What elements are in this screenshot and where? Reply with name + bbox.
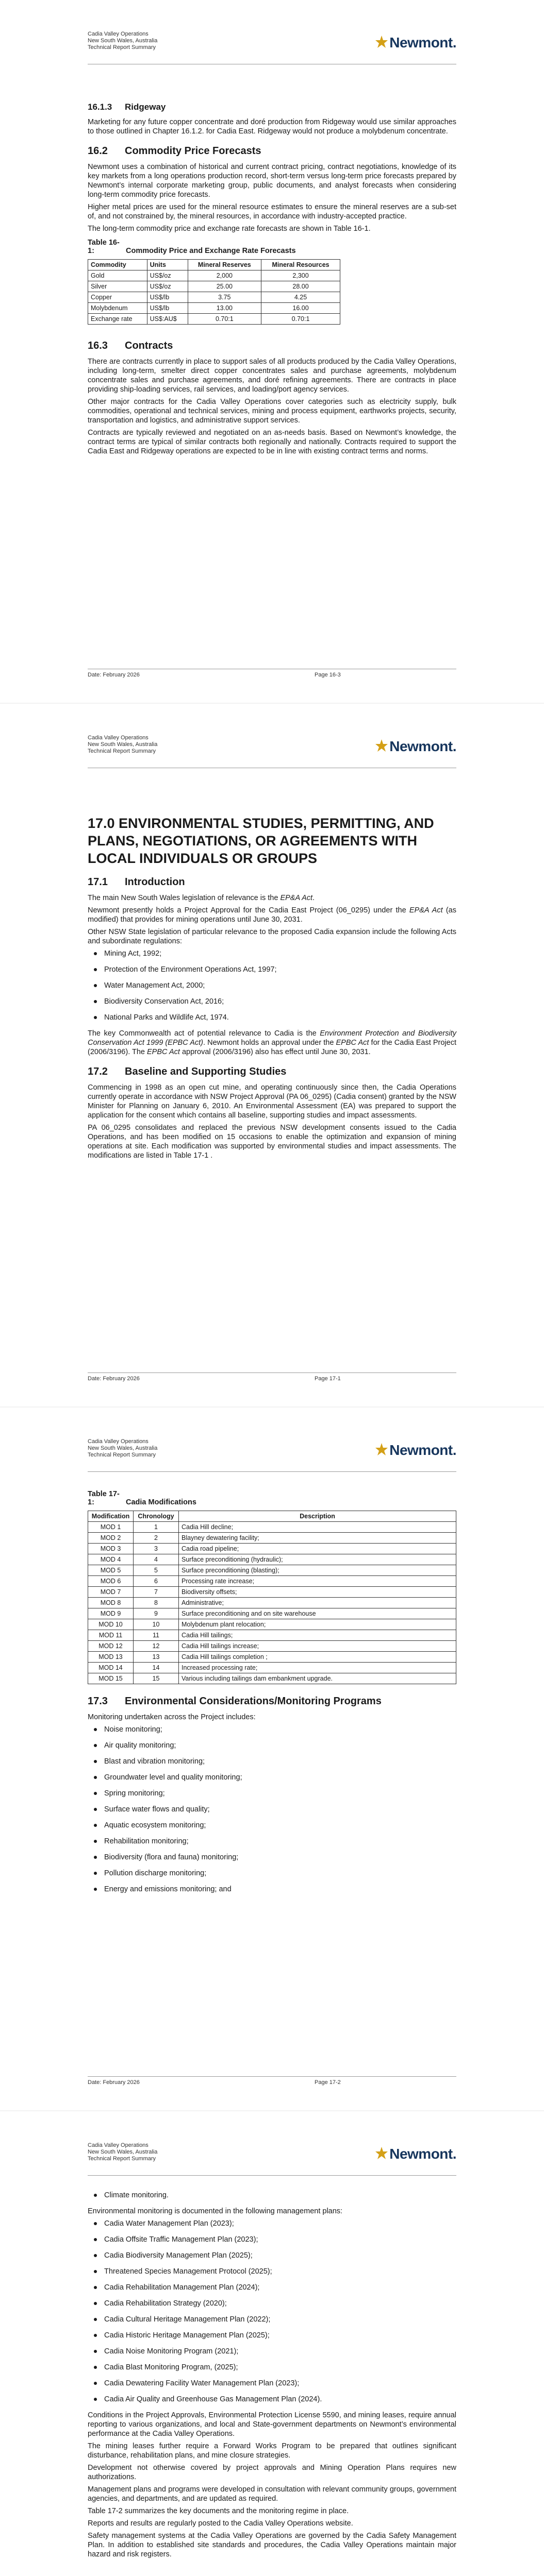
text-run-italic: EPBC Act bbox=[147, 1048, 180, 1056]
list-item: Spring monitoring; bbox=[88, 1789, 456, 1798]
paragraph: Higher metal prices are used for the mineral resource estimates to ensure the mineral reserves are a sub-set of, and not constrained by, the mineral resources, in accordance with industry-accepted practice. bbox=[88, 203, 456, 221]
table-row bbox=[88, 1587, 456, 1598]
table-row bbox=[88, 292, 340, 303]
table-number: Table 17-1: bbox=[88, 1490, 120, 1506]
footer-page-number: Page 16-3 bbox=[315, 672, 341, 678]
table-cell: 3.75 bbox=[188, 292, 261, 303]
table-cell: Copper bbox=[88, 292, 147, 303]
header-line-2: New South Wales, Australia bbox=[88, 1445, 158, 1451]
table-header-row bbox=[88, 1511, 456, 1522]
newmont-logo-icon bbox=[375, 739, 388, 752]
table-row bbox=[88, 303, 340, 314]
table-row bbox=[88, 1652, 456, 1663]
newmont-logo bbox=[375, 738, 456, 755]
paragraph: Management plans and programs were developed in consultation with relevant community groups, government agencies, and departments, and are updated as required. bbox=[88, 2485, 456, 2503]
list-item: Water Management Act, 2000; bbox=[88, 981, 456, 990]
table-row bbox=[88, 1673, 456, 1684]
table-cell: Molybdenum bbox=[88, 303, 147, 314]
list-item: National Parks and Wildlife Act, 1974. bbox=[88, 1013, 456, 1022]
table-cell: 13.00 bbox=[188, 303, 261, 314]
column-header: Modification bbox=[88, 1511, 134, 1522]
table-cell: 13 bbox=[134, 1652, 179, 1663]
list-item: Energy and emissions monitoring; and bbox=[88, 1885, 456, 1894]
section-title: Contracts bbox=[125, 340, 173, 351]
table-title: Cadia Modifications bbox=[126, 1498, 196, 1506]
monitoring-list-continued bbox=[88, 2191, 456, 2200]
paragraph: There are contracts currently in place to support sales of all products produced by the Cadia Valley Operations, including long-term, smelter direct copper concentrates sales and purchase agreements, molybdenum concentrate sales and purchase agreements, and doré refining agreements. There are contracts in place providing ship-loading services, rail services, and loading/port agency services. bbox=[88, 358, 456, 394]
ridgeway-paragraph: Marketing for any future copper concentrate and doré production from Ridgeway would use similar approaches to those outlined in Chapter 16.1.2. for Cadia East. Ridgeway would not produce a molybdenum concentrate. bbox=[88, 118, 456, 135]
text-run-italic: EP&A Act bbox=[280, 894, 313, 902]
header-divider bbox=[88, 2175, 456, 2176]
paragraph: Contracts are typically reviewed and negotiated on an as-needs basis. Based on Newmont’s knowledge, the contract terms are typical of similar contracts both regionally and nationally. Contracts required to support the Cadia East and Ridgeway operations are expected to be in line with existing contract terms and norms. bbox=[88, 429, 456, 455]
column-header: Mineral Reserves bbox=[188, 260, 261, 270]
table-cell: Processing rate increase; bbox=[179, 1576, 456, 1587]
paragraph: Newmont uses a combination of historical and current contract pricing, contract negotiations, knowledge of its key markets from a long operations production record, short-term versus long-term price forecasts prepared by Newmont’s internal corporate marketing group, public documents, and analyst forecasts when considering long-term commodity price forecasts. bbox=[88, 163, 456, 199]
list-item: Cadia Air Quality and Greenhouse Gas Management Plan (2024). bbox=[88, 2395, 456, 2404]
footer-divider bbox=[88, 2076, 456, 2077]
section-17-2-heading bbox=[88, 1066, 456, 1078]
list-item: Cadia Rehabilitation Strategy (2020); bbox=[88, 2299, 456, 2308]
list-item: Aquatic ecosystem monitoring; bbox=[88, 1821, 456, 1830]
chapter-17-title: 17.0 ENVIRONMENTAL STUDIES, PERMITTING, AND PLANS, NEGOTIATIONS, OR AGREEMENTS WITH LOCAL INDIVIDUALS OR GROUPS bbox=[88, 816, 434, 866]
section-17-3-heading bbox=[88, 1696, 456, 1707]
page-footer bbox=[88, 1372, 456, 1383]
section-number: 17.1 bbox=[88, 876, 108, 888]
list-item: Threatened Species Management Protocol (2025); bbox=[88, 2267, 456, 2276]
table-cell: Administrative; bbox=[179, 1598, 456, 1608]
header-line-3: Technical Report Summary bbox=[88, 1452, 156, 1458]
text-run: . Newmont holds an approval under the bbox=[203, 1039, 336, 1047]
table-cell: 6 bbox=[134, 1576, 179, 1587]
table-cell: 9 bbox=[134, 1608, 179, 1619]
table-row bbox=[88, 1565, 456, 1576]
section-16-1-3-heading bbox=[88, 102, 456, 112]
paragraph: Other major contracts for the Cadia Valley Operations cover categories such as electricity supply, bulk commodities, operational and technical services, mining and process equipment, earthworks projects, security, transportation and logistics, and administrative support services. bbox=[88, 398, 456, 425]
column-header: Units bbox=[147, 260, 188, 270]
table-row bbox=[88, 270, 340, 281]
table-cell: 10 bbox=[134, 1619, 179, 1630]
column-header: Chronology bbox=[134, 1511, 179, 1522]
page-17-2-body bbox=[88, 1485, 456, 1901]
table-cell: 1 bbox=[134, 1522, 179, 1533]
table-cell: Exchange rate bbox=[88, 314, 147, 325]
page-17-2 bbox=[0, 1408, 544, 2111]
paragraph: Reports and results are regularly posted to the Cadia Valley Operations website. bbox=[88, 2519, 353, 2528]
header-text bbox=[88, 31, 157, 51]
table-cell: MOD 2 bbox=[88, 1533, 134, 1544]
table-16-1-caption bbox=[88, 239, 456, 255]
table-cell: 5 bbox=[134, 1565, 179, 1576]
table-cell: US$/oz bbox=[147, 270, 188, 281]
text-run: approval (2006/3196) also has effect until June 30, 2031. bbox=[179, 1048, 371, 1056]
section-number: 16.2 bbox=[88, 145, 108, 157]
commodity-price-table bbox=[88, 259, 340, 325]
paragraph: PA 06_0295 consolidates and replaced the previous NSW development consents issued to the Cadia Operations, and has been modified on 15 occasions to enable the optimization and expansion of mining operations at site. Each modification was supported by environmental studies and impact assessments. The modifications are listed in Table 17-1 . bbox=[88, 1124, 456, 1160]
paragraph bbox=[88, 906, 456, 924]
page-17-1 bbox=[0, 704, 544, 1407]
section-number: 17.3 bbox=[88, 1696, 108, 1707]
table-row bbox=[88, 281, 340, 292]
text-run-italic: EP&A Act bbox=[409, 906, 443, 914]
table-cell: Silver bbox=[88, 281, 147, 292]
header-line-3: Technical Report Summary bbox=[88, 44, 156, 50]
section-number: 16.3 bbox=[88, 340, 108, 351]
list-item: Groundwater level and quality monitoring; bbox=[88, 1773, 456, 1782]
list-item: Cadia Water Management Plan (2023); bbox=[88, 2219, 456, 2228]
table-cell: Cadia Hill tailings; bbox=[179, 1630, 456, 1641]
table-cell: 4 bbox=[134, 1554, 179, 1565]
table-cell: MOD 7 bbox=[88, 1587, 134, 1598]
table-cell: Surface preconditioning (blasting); bbox=[179, 1565, 456, 1576]
table-cell: 2,300 bbox=[261, 270, 340, 281]
table-number: Table 16-1: bbox=[88, 239, 120, 255]
section-title: Baseline and Supporting Studies bbox=[125, 1066, 287, 1077]
table-cell: 11 bbox=[134, 1630, 179, 1641]
table-cell: 15 bbox=[134, 1673, 179, 1684]
table-cell: US$/lb bbox=[147, 303, 188, 314]
table-cell: Biodiversity offsets; bbox=[179, 1587, 456, 1598]
newmont-logo bbox=[375, 1442, 456, 1459]
footer-date: Date: February 2026 bbox=[88, 1376, 140, 1382]
header-line-3: Technical Report Summary bbox=[88, 748, 156, 754]
list-item: Cadia Cultural Heritage Management Plan (2022); bbox=[88, 2315, 456, 2324]
table-row bbox=[88, 1641, 456, 1652]
table-row bbox=[88, 1554, 456, 1565]
table-cell: 2,000 bbox=[188, 270, 261, 281]
table-cell: Molybdenum plant relocation; bbox=[179, 1619, 456, 1630]
text-run: for the Cadia East Project (2006/3196). The bbox=[88, 1039, 456, 1056]
header-line-2: New South Wales, Australia bbox=[88, 2149, 158, 2155]
table-cell: 25.00 bbox=[188, 281, 261, 292]
paragraph: Conditions in the Project Approvals, Environmental Protection License 5590, and mining leases, require annual reporting to various organizations, and local and State-government departments on Newmont’s environmental performance at the Cadia Valley Operations. bbox=[88, 2411, 456, 2438]
table-row bbox=[88, 1576, 456, 1587]
monitoring-list bbox=[88, 1725, 456, 1894]
list-item: Biodiversity (flora and fauna) monitoring; bbox=[88, 1853, 456, 1862]
table-cell: 0.70:1 bbox=[188, 314, 261, 325]
table-cell: MOD 14 bbox=[88, 1663, 134, 1673]
table-row bbox=[88, 314, 340, 325]
header-line-2: New South Wales, Australia bbox=[88, 741, 158, 748]
paragraph: Commencing in 1998 as an open cut mine, and operating continuously since then, the Cadia Operations currently operate in accordance with NSW Project Approval (PA 06_0295) (Cadia consent) granted by the NSW Minister for Planning on January 6, 2010. An Environmental Assessment (EA) was prepared to support the application for the consent which contains all baseline, supporting studies and impact assessments. bbox=[88, 1083, 456, 1120]
table-cell: 2 bbox=[134, 1533, 179, 1544]
list-item: Cadia Dewatering Facility Water Management Plan (2023); bbox=[88, 2379, 456, 2388]
table-cell: 28.00 bbox=[261, 281, 340, 292]
section-17-1-heading bbox=[88, 876, 456, 888]
header-line-1: Cadia Valley Operations bbox=[88, 31, 149, 37]
table-cell: 0.70:1 bbox=[261, 314, 340, 325]
list-item: Noise monitoring; bbox=[88, 1725, 456, 1734]
list-item: Mining Act, 1992; bbox=[88, 949, 456, 958]
table-header-row bbox=[88, 260, 340, 270]
table-cell: US$/lb bbox=[147, 292, 188, 303]
list-item: Air quality monitoring; bbox=[88, 1741, 456, 1750]
paragraph bbox=[88, 893, 456, 903]
list-item: Cadia Rehabilitation Management Plan (2024); bbox=[88, 2283, 456, 2292]
management-plans-list bbox=[88, 2219, 456, 2404]
logo-text: Newmont. bbox=[389, 1442, 456, 1458]
newmont-logo bbox=[375, 34, 456, 51]
footer-date: Date: February 2026 bbox=[88, 2079, 140, 2086]
table-cell: US$/oz bbox=[147, 281, 188, 292]
paragraph: Monitoring undertaken across the Project includes: bbox=[88, 1713, 256, 1721]
table-cell: Gold bbox=[88, 270, 147, 281]
list-item: Blast and vibration monitoring; bbox=[88, 1757, 456, 1766]
footer-page-number: Page 17-1 bbox=[315, 1376, 341, 1382]
footer-divider bbox=[88, 1372, 456, 1373]
header-divider bbox=[88, 1471, 456, 1472]
table-cell: Cadia Hill decline; bbox=[179, 1522, 456, 1533]
page-header bbox=[88, 1438, 456, 1472]
table-cell: MOD 6 bbox=[88, 1576, 134, 1587]
page-header bbox=[88, 735, 456, 769]
table-cell: MOD 5 bbox=[88, 1565, 134, 1576]
logo-text: Newmont. bbox=[389, 35, 456, 50]
table-cell: Cadia road pipeline; bbox=[179, 1544, 456, 1554]
logo-text: Newmont. bbox=[389, 2146, 456, 2162]
table-cell: MOD 4 bbox=[88, 1554, 134, 1565]
table-cell: Increased processing rate; bbox=[179, 1663, 456, 1673]
paragraph: Development not otherwise covered by project approvals and Mining Operation Plans requires new authorizations. bbox=[88, 2464, 456, 2481]
table-row bbox=[88, 1522, 456, 1533]
page-footer bbox=[88, 669, 456, 679]
table-cell: 12 bbox=[134, 1641, 179, 1652]
newmont-logo bbox=[375, 2145, 456, 2162]
text-run: (as modified) that provides for mining operations until June 30, 2031. bbox=[88, 906, 457, 924]
table-row bbox=[88, 1598, 456, 1608]
acts-list bbox=[88, 949, 456, 1022]
column-header: Description bbox=[179, 1511, 456, 1522]
table-cell: Blayney dewatering facility; bbox=[179, 1533, 456, 1544]
section-16-2-heading bbox=[88, 145, 456, 157]
section-title: Commodity Price Forecasts bbox=[125, 145, 261, 157]
page-footer bbox=[88, 2076, 456, 2087]
table-cell: Surface preconditioning and on site warehouse bbox=[179, 1608, 456, 1619]
table-cell: US$:AU$ bbox=[147, 314, 188, 325]
table-cell: 4.25 bbox=[261, 292, 340, 303]
header-text bbox=[88, 1438, 157, 1459]
text-run: Newmont presently holds a Project Approval for the Cadia East Project (06_0295) under the bbox=[88, 906, 409, 914]
table-cell: Surface preconditioning (hydraulic); bbox=[179, 1554, 456, 1565]
text-run: . bbox=[312, 894, 315, 902]
table-17-1-caption bbox=[88, 1490, 456, 1506]
table-row bbox=[88, 1608, 456, 1619]
list-item: Climate monitoring. bbox=[88, 2191, 456, 2200]
page-header bbox=[88, 31, 456, 65]
table-cell: 8 bbox=[134, 1598, 179, 1608]
table-cell: MOD 9 bbox=[88, 1608, 134, 1619]
text-run-italic: EPBC Act bbox=[336, 1039, 369, 1047]
table-cell: 16.00 bbox=[261, 303, 340, 314]
paragraph: Safety management systems at the Cadia Valley Operations are governed by the Cadia Safety Management Plan. In addition to established site standards and procedures, the Cadia Valley Operations maintain major hazard and risk registers. bbox=[88, 2532, 456, 2558]
table-cell: Various including tailings dam embankment upgrade. bbox=[179, 1673, 456, 1684]
table-cell: 14 bbox=[134, 1663, 179, 1673]
paragraph: Environmental monitoring is documented in the following management plans: bbox=[88, 2207, 343, 2215]
list-item: Protection of the Environment Operations Act, 1997; bbox=[88, 965, 456, 974]
table-cell: MOD 3 bbox=[88, 1544, 134, 1554]
section-title: Ridgeway bbox=[125, 102, 166, 112]
table-row bbox=[88, 1544, 456, 1554]
table-cell: MOD 11 bbox=[88, 1630, 134, 1641]
footer-date: Date: February 2026 bbox=[88, 672, 140, 678]
table-cell: Cadia Hill tailings increase; bbox=[179, 1641, 456, 1652]
header-line-1: Cadia Valley Operations bbox=[88, 1438, 149, 1445]
section-number: 16.1.3 bbox=[88, 102, 112, 112]
list-item: Pollution discharge monitoring; bbox=[88, 1869, 456, 1878]
page-17-1-body bbox=[88, 815, 456, 1163]
cadia-modifications-table bbox=[88, 1511, 456, 1684]
list-item: Biodiversity Conservation Act, 2016; bbox=[88, 997, 456, 1006]
table-cell: MOD 12 bbox=[88, 1641, 134, 1652]
page-header bbox=[88, 2142, 456, 2176]
column-header: Mineral Resources bbox=[261, 260, 340, 270]
header-line-1: Cadia Valley Operations bbox=[88, 2142, 149, 2148]
list-item: Cadia Biodiversity Management Plan (2025); bbox=[88, 2251, 456, 2260]
table-cell: MOD 1 bbox=[88, 1522, 134, 1533]
paragraph: Table 17-2 summarizes the key documents and the monitoring regime in place. bbox=[88, 2507, 349, 2515]
logo-text: Newmont. bbox=[389, 738, 456, 754]
header-text bbox=[88, 2142, 157, 2162]
footer-page-number: Page 17-2 bbox=[315, 2079, 341, 2086]
page-16-3 bbox=[0, 0, 544, 703]
paragraph: The long-term commodity price and exchange rate forecasts are shown in Table 16-1. bbox=[88, 225, 371, 233]
page-17-3-body bbox=[88, 2189, 456, 2562]
paragraph bbox=[88, 1029, 456, 1057]
table-cell: 7 bbox=[134, 1587, 179, 1598]
table-row bbox=[88, 1533, 456, 1544]
table-cell: MOD 15 bbox=[88, 1673, 134, 1684]
section-title: Environmental Considerations/Monitoring Programs bbox=[125, 1696, 382, 1707]
text-run-italic: Environment Protection and Biodiversity Conservation Act 1999 (EPBC Act) bbox=[88, 1029, 456, 1047]
table-cell: Cadia Hill tailings completion ; bbox=[179, 1652, 456, 1663]
paragraph: The mining leases further require a Forward Works Program to be prepared that outlines significant disturbance, rehabilitation plans, and mine closure strategies. bbox=[88, 2442, 456, 2460]
paragraph: Other NSW State legislation of particular relevance to the proposed Cadia expansion include the following Acts and subordinate regulations: bbox=[88, 928, 456, 945]
list-item: Cadia Blast Monitoring Program, (2025); bbox=[88, 2363, 456, 2372]
column-header: Commodity bbox=[88, 260, 147, 270]
table-row bbox=[88, 1663, 456, 1673]
text-run: The key Commonwealth act of potential relevance to Cadia is the bbox=[88, 1029, 320, 1038]
list-item: Rehabilitation monitoring; bbox=[88, 1837, 456, 1846]
table-row bbox=[88, 1619, 456, 1630]
list-item: Cadia Offsite Traffic Management Plan (2023); bbox=[88, 2235, 456, 2244]
list-item: Surface water flows and quality; bbox=[88, 1805, 456, 1814]
newmont-logo-icon bbox=[375, 1443, 388, 1456]
header-line-3: Technical Report Summary bbox=[88, 2156, 156, 2162]
newmont-logo-icon bbox=[375, 35, 388, 48]
list-item: Cadia Noise Monitoring Program (2021); bbox=[88, 2347, 456, 2356]
table-cell: MOD 10 bbox=[88, 1619, 134, 1630]
section-title: Introduction bbox=[125, 876, 185, 888]
page-16-3-body bbox=[88, 93, 456, 459]
header-line-2: New South Wales, Australia bbox=[88, 38, 158, 44]
text-run: The main New South Wales legislation of relevance is the bbox=[88, 894, 281, 902]
table-row bbox=[88, 1630, 456, 1641]
table-cell: 3 bbox=[134, 1544, 179, 1554]
table-cell: MOD 13 bbox=[88, 1652, 134, 1663]
list-item: Cadia Historic Heritage Management Plan (2025); bbox=[88, 2331, 456, 2340]
newmont-logo-icon bbox=[375, 2146, 388, 2160]
header-text bbox=[88, 735, 157, 755]
table-cell: MOD 8 bbox=[88, 1598, 134, 1608]
table-title: Commodity Price and Exchange Rate Forecasts bbox=[126, 247, 296, 255]
page-17-3 bbox=[0, 2111, 544, 2576]
section-16-3-heading bbox=[88, 340, 456, 352]
header-line-1: Cadia Valley Operations bbox=[88, 735, 149, 741]
section-number: 17.2 bbox=[88, 1066, 108, 1077]
